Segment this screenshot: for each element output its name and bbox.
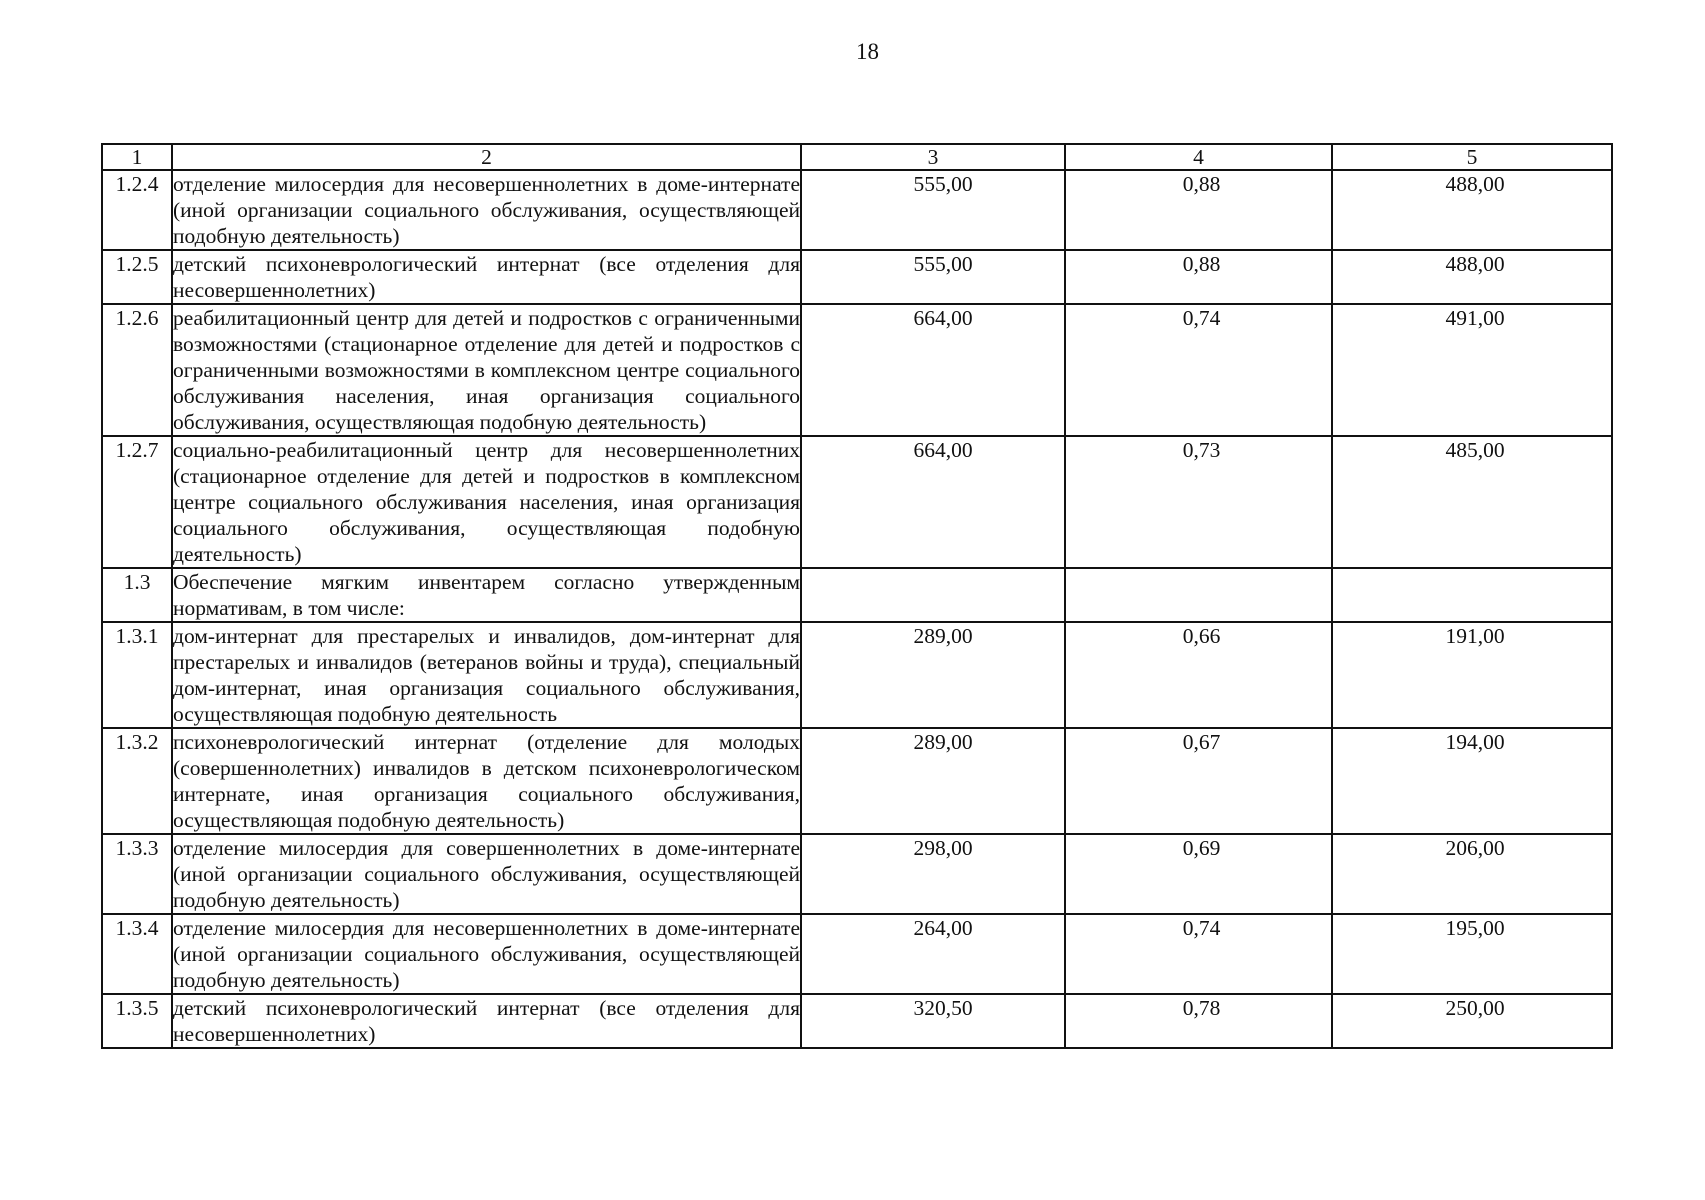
table-row bbox=[102, 834, 1612, 914]
row-value-col3: 320,50 bbox=[801, 994, 1065, 1048]
row-description: отделение милосердия для несовершеннолетних в доме-интернате (иной организации социального обслуживания, осуществляющей подобную деятельность) bbox=[173, 916, 800, 992]
row-value-col5: 194,00 bbox=[1332, 728, 1612, 834]
column-header: 1 bbox=[102, 144, 172, 170]
table-row bbox=[102, 914, 1612, 994]
table-row bbox=[102, 728, 1612, 834]
row-value-col3: 264,00 bbox=[801, 914, 1065, 994]
table-row bbox=[102, 304, 1612, 436]
row-value-col4: 0,66 bbox=[1065, 622, 1332, 728]
row-value-col3: 298,00 bbox=[801, 834, 1065, 914]
row-value-col3 bbox=[801, 568, 1065, 622]
column-header: 3 bbox=[801, 144, 1065, 170]
row-value-col4: 0,69 bbox=[1065, 834, 1332, 914]
row-value-col4: 0,88 bbox=[1065, 250, 1332, 304]
row-value-col4: 0,67 bbox=[1065, 728, 1332, 834]
row-value-col4: 0,73 bbox=[1065, 436, 1332, 568]
row-description: Обеспечение мягким инвентарем согласно утвержденным нормативам, в том числе: bbox=[173, 570, 800, 620]
table-row bbox=[102, 994, 1612, 1048]
row-value-col4 bbox=[1065, 568, 1332, 622]
row-value-col5: 485,00 bbox=[1332, 436, 1612, 568]
row-value-col5: 488,00 bbox=[1332, 250, 1612, 304]
table-row bbox=[102, 436, 1612, 568]
row-code: 1.3.3 bbox=[102, 834, 172, 914]
row-value-col3: 664,00 bbox=[801, 436, 1065, 568]
row-description: социально-реабилитационный центр для несовершеннолетних (стационарное отделение для детей и подростков в комплексном центре социального обслуживания населения, иная организация социального обслуживания, осуществляющая подобную деятельность) bbox=[173, 438, 800, 566]
row-value-col4: 0,74 bbox=[1065, 914, 1332, 994]
table-row bbox=[102, 170, 1612, 250]
table-row bbox=[102, 568, 1612, 622]
column-header: 4 bbox=[1065, 144, 1332, 170]
row-value-col5: 491,00 bbox=[1332, 304, 1612, 436]
table-row bbox=[102, 622, 1612, 728]
row-description: детский психоневрологический интернат (все отделения для несовершеннолетних) bbox=[173, 996, 800, 1046]
row-code: 1.3.2 bbox=[102, 728, 172, 834]
page-number: 18 bbox=[856, 39, 879, 64]
row-value-col3: 555,00 bbox=[801, 170, 1065, 250]
row-code: 1.3.4 bbox=[102, 914, 172, 994]
row-value-col5: 250,00 bbox=[1332, 994, 1612, 1048]
row-description: дом-интернат для престарелых и инвалидов, дом-интернат для престарелых и инвалидов (ветеранов войны и труда), специальный дом-интернат, иная организация социального обслуживания, осуществляющая подобную деятельность bbox=[173, 624, 800, 726]
row-value-col5: 206,00 bbox=[1332, 834, 1612, 914]
row-value-col4: 0,78 bbox=[1065, 994, 1332, 1048]
row-code: 1.3.1 bbox=[102, 622, 172, 728]
column-header: 2 bbox=[172, 144, 801, 170]
row-code: 1.3 bbox=[102, 568, 172, 622]
row-description: реабилитационный центр для детей и подростков с ограниченными возможностями (стационарное отделение для детей и подростков с ограниченными возможностями в комплексном центре социального обслуживания населения, иная организация социального обслуживания, осуществляющая подобную деятельность) bbox=[173, 306, 800, 434]
row-value-col4: 0,74 bbox=[1065, 304, 1332, 436]
row-value-col3: 289,00 bbox=[801, 728, 1065, 834]
row-code: 1.2.5 bbox=[102, 250, 172, 304]
table-row bbox=[102, 250, 1612, 304]
row-value-col4: 0,88 bbox=[1065, 170, 1332, 250]
row-code: 1.2.4 bbox=[102, 170, 172, 250]
row-value-col3: 289,00 bbox=[801, 622, 1065, 728]
data-table bbox=[101, 143, 1613, 1049]
column-header: 5 bbox=[1332, 144, 1612, 170]
row-value-col3: 664,00 bbox=[801, 304, 1065, 436]
row-code: 1.3.5 bbox=[102, 994, 172, 1048]
row-value-col5 bbox=[1332, 568, 1612, 622]
row-value-col5: 195,00 bbox=[1332, 914, 1612, 994]
row-description: детский психоневрологический интернат (все отделения для несовершеннолетних) bbox=[173, 252, 800, 302]
row-code: 1.2.6 bbox=[102, 304, 172, 436]
row-description: отделение милосердия для совершеннолетних в доме-интернате (иной организации социального обслуживания, осуществляющей подобную деятельность) bbox=[173, 836, 800, 912]
row-description: отделение милосердия для несовершеннолетних в доме-интернате (иной организации социального обслуживания, осуществляющей подобную деятельность) bbox=[173, 172, 800, 248]
row-value-col5: 488,00 bbox=[1332, 170, 1612, 250]
row-description: психоневрологический интернат (отделение для молодых (совершеннолетних) инвалидов в детском психоневрологическом интернате, иная организация социального обслуживания, осуществляющая подобную деятельность) bbox=[173, 730, 800, 832]
table-header-row bbox=[102, 144, 1612, 170]
row-value-col5: 191,00 bbox=[1332, 622, 1612, 728]
row-value-col3: 555,00 bbox=[801, 250, 1065, 304]
row-code: 1.2.7 bbox=[102, 436, 172, 568]
